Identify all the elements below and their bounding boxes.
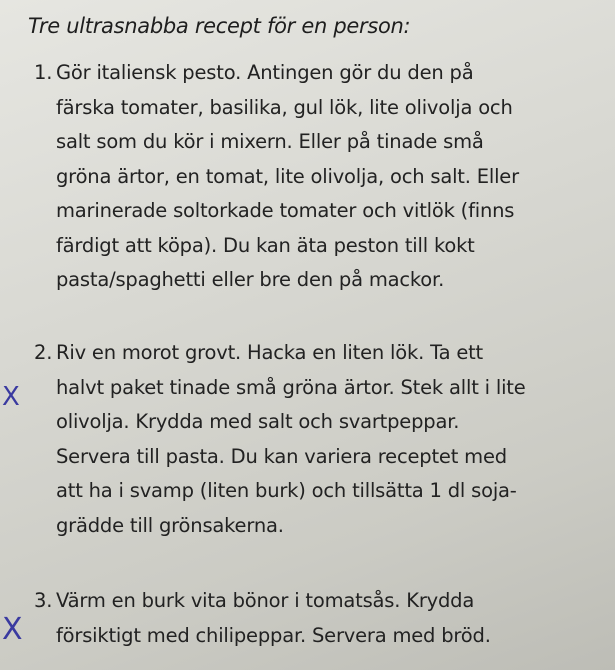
recipe-3 <box>34 584 594 653</box>
recipe-line: Servera till pasta. Du kan variera receptet med <box>56 444 507 468</box>
recipe-line: gröna ärtor, en tomat, lite olivolja, och salt. Eller <box>56 164 519 188</box>
recipe-line: färdigt att köpa). Du kan äta peston till kokt <box>56 233 475 257</box>
recipe-line: att ha i svamp (liten burk) och tillsätta 1 dl soja- <box>56 479 517 502</box>
page-title: Tre ultrasnabba recept för en person: <box>28 14 411 38</box>
recipe-line: olivolja. Krydda med salt och svartpeppar. <box>56 410 460 433</box>
recipe-line: färska tomater, basilika, gul lök, lite olivolja och <box>56 95 513 119</box>
recipe-line: Gör italiensk pesto. Antingen gör du den på <box>56 61 474 84</box>
recipe-line: grädde till grönsakerna. <box>56 513 284 537</box>
recipe-line: marinerade soltorkade tomater och vitlök (finns <box>56 199 515 222</box>
recipe-1 <box>34 56 594 298</box>
recipe-line: pasta/spaghetti eller bre den på mackor. <box>56 268 445 291</box>
recipe-line: försiktigt med chilipeppar. Servera med bröd. <box>56 623 491 647</box>
handwritten-mark: X <box>2 382 20 412</box>
recipe-2 <box>34 336 594 543</box>
recipe-number: 3. <box>34 589 53 612</box>
recipe-number: 2. <box>34 341 53 364</box>
recipe-line: salt som du kör i mixern. Eller på tinade små <box>56 130 484 153</box>
recipe-number: 1. <box>34 61 53 84</box>
handwritten-mark: X <box>2 612 23 647</box>
recipe-line: Värm en burk vita bönor i tomatsås. Krydda <box>56 589 475 612</box>
recipe-line: Riv en morot grovt. Hacka en liten lök. Ta ett <box>56 341 484 364</box>
recipe-line: halvt paket tinade små gröna ärtor. Stek allt i lite <box>56 375 526 399</box>
